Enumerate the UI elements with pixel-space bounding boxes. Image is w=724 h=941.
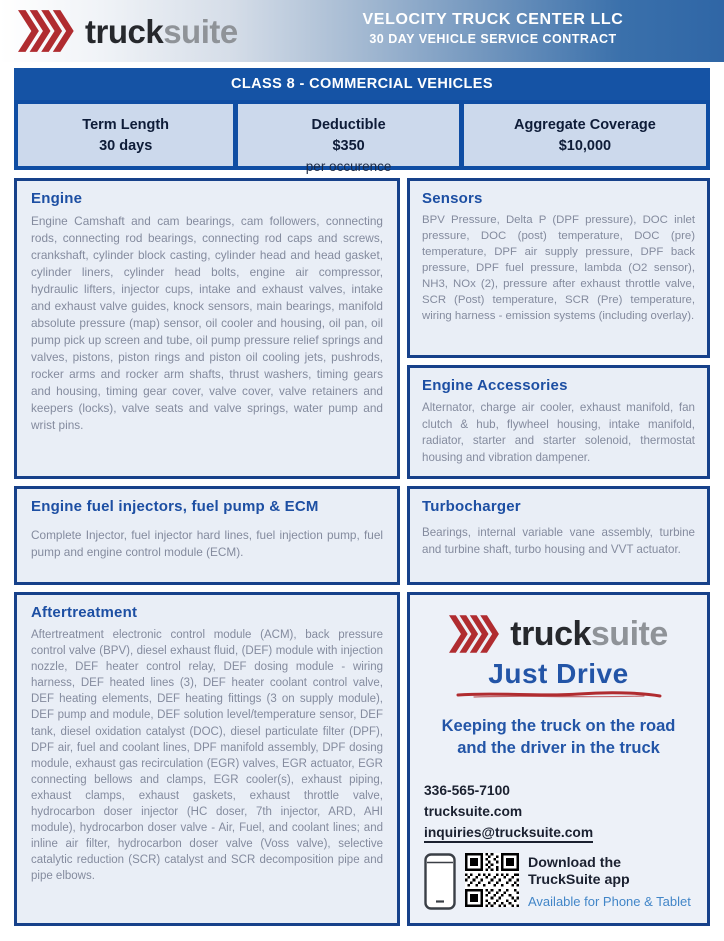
promo-logo xyxy=(449,615,668,653)
app-availability: Available for Phone & Tablet xyxy=(528,894,691,910)
section-body: Alternator, charge air cooler, exhaust manifold, fan clutch & hub, flywheel housing, intake manifold, radiator, starter and starter solenoid, thermostat housing and vibration dampener. xyxy=(422,401,695,465)
section-sensors xyxy=(407,178,710,358)
stat-term-length xyxy=(18,104,233,166)
stat-value: $350 xyxy=(332,138,365,155)
app-download-line1: Download the xyxy=(528,854,622,871)
brand-text-suite: suite xyxy=(163,12,238,50)
stat-value: 30 days xyxy=(99,138,153,155)
just-drive-tagline: Just Drive xyxy=(488,658,629,689)
brand-text-truck: truck xyxy=(510,615,591,653)
promo-message xyxy=(442,715,676,760)
section-body: BPV Pressure, Delta P (DPF pressure), DOC inlet pressure, DOC (post) temperature, DOC (pre) temperature, DPF air supply pressure, DPF back pressure, DPF fuel pressure, lambda (O2 sensor), NH3, NOx (2), pressure after exhaust throttle valve, SCR (Post) temperature, SCR (Pre) temperature, wiring harness - emission systems (including overlay). xyxy=(422,214,695,322)
promo-card xyxy=(407,592,710,926)
stat-title: Aggregate Coverage xyxy=(513,117,656,133)
header-titles xyxy=(318,11,668,46)
contact-website[interactable]: trucksuite.com xyxy=(424,803,523,819)
section-title: Aftertreatment xyxy=(31,604,138,621)
header-logo xyxy=(0,10,238,52)
app-download-text xyxy=(528,853,691,910)
section-body: Bearings, internal variable vane assembly, turbine and turbine shaft, turbo housing and VVT actuator. xyxy=(422,526,695,556)
smartphone-icon xyxy=(424,853,456,910)
qr-code-icon xyxy=(465,853,519,907)
stat-value: $10,000 xyxy=(558,138,612,155)
header-title: VELOCITY TRUCK CENTER LLC xyxy=(362,11,624,28)
section-title: Engine fuel injectors, fuel pump & ECM xyxy=(31,498,319,515)
section-body: Aftertreatment electronic control module (ACM), back pressure control valve (BPV), diesel exhaust fluid, (DEF) module with injection nozzle, DEF heater control relay, DEF dosing module - wiring harness, DEF heated lines (3), DEF heater coolant control valve, DEF heating elements, DEF heating fittings (3 on supply module), DEF pump and module, DEF solution level/temperature sensor, DEF tank, diesel oxidation catalyst (DOC), diesel particulate filter (DPF), DPF air, fuel and coolant lines, DPF manifold assembly, DPF dosing module, exhaust gas recirculation (EGR) valves, EGR actuator, EGR connecting bellows and clamps, EGR cooler(s), exhaust piping, exhaust clamps, exhaust gaskets, exhaust throttle valve, hydrocarbon doser injector (HC doser, 7th injector, ARD, AHI module), hydrocarbon doser valve - Air, Fuel, and coolant lines; and inline air filter, hydrocarbon doser valve (Voss valve), selective catalytic reduction (SCR) catalyst and SCR decomposition pipe and pipe elbows. xyxy=(31,629,383,883)
brand-wordmark xyxy=(510,617,668,651)
brand-text-truck: truck xyxy=(85,12,164,50)
header xyxy=(0,0,724,62)
header-subtitle: 30 DAY VEHICLE SERVICE CONTRACT xyxy=(369,32,617,46)
stat-note: per occurence xyxy=(305,159,392,175)
app-download-line2: TruckSuite app xyxy=(528,871,630,888)
section-turbocharger xyxy=(407,486,710,585)
contact-email[interactable]: inquiries@trucksuite.com xyxy=(424,825,593,843)
section-body: Complete Injector, fuel injector hard lines, fuel injection pump, fuel pump and engine control module (ECM). xyxy=(31,528,383,559)
section-title: Engine xyxy=(31,190,83,207)
section-aftertreatment xyxy=(14,592,400,926)
section-fuel-injectors xyxy=(14,486,400,585)
brand-text-suite: suite xyxy=(590,615,668,653)
left-column xyxy=(14,178,400,926)
stat-title: Term Length xyxy=(82,117,170,133)
brush-stroke-icon xyxy=(454,690,664,699)
content xyxy=(14,178,710,926)
section-title: Engine Accessories xyxy=(422,377,568,394)
section-engine xyxy=(14,178,400,479)
brand-wordmark xyxy=(85,12,238,50)
section-engine-accessories xyxy=(407,365,710,479)
right-column xyxy=(407,178,710,926)
app-download-row xyxy=(410,853,691,910)
chevrons-right-icon xyxy=(18,10,76,52)
stats-row xyxy=(14,100,710,175)
promo-message-line2: and the driver in the truck xyxy=(457,739,660,758)
section-body: Engine Camshaft and cam bearings, cam followers, connecting rods, connecting rod bearings, connecting rod caps and screws, crankshaft, cylinder block casting, cylinder head and head gasket, cylinder liners, cylinder head bolts, engine air compressor, hydraulic lifters, injector cups, intake and exhaust valves, intake and exhaust valve guides, knock sensors, main bearings, manifold absolute pressure (map) sensor, oil cooler and housing, oil pan, oil pump pick up screen and tube, oil pump pressure relief springs and valves, pistons, piston rings and piston oil cooling jets, pushrods, rocker arms and rocker arm shafts, thrust washers, timing gears and housing, timing gear cover, valve cover, valve retainers and keepers (locks), valve seats and valve springs, water pump and wrist pins. xyxy=(31,214,383,432)
section-title: Sensors xyxy=(422,190,483,207)
contact-phone: 336-565-7100 xyxy=(424,782,510,798)
stat-aggregate-coverage xyxy=(464,104,706,166)
chevrons-right-icon xyxy=(449,615,501,653)
stat-title: Deductible xyxy=(311,117,386,133)
promo-message-line1: Keeping the truck on the road xyxy=(441,717,676,735)
class-banner: CLASS 8 - COMMERCIAL VEHICLES xyxy=(14,68,710,100)
contact-block xyxy=(410,780,593,844)
section-title: Turbocharger xyxy=(422,498,521,515)
stat-deductible xyxy=(233,104,463,175)
